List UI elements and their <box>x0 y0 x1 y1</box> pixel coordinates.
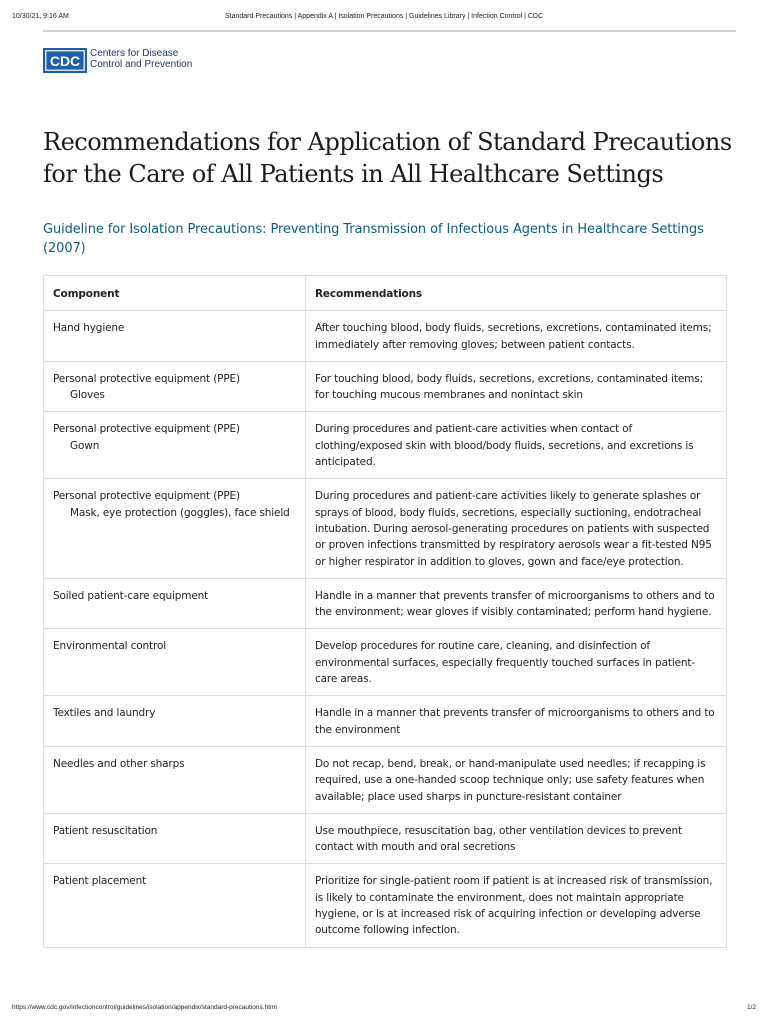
component-name: Personal protective equipment (PPE) <box>53 423 240 436</box>
component-name: Personal protective equipment (PPE) <box>53 490 240 503</box>
column-header-component: Component <box>44 276 306 311</box>
recommendation-cell: Develop procedures for routine care, cleaning, and disinfection of environmental surfaces, especially frequently touched surfaces in patient-care areas. <box>306 629 727 696</box>
recommendation-cell: Handle in a manner that prevents transfer of microorganisms to others and to the environment <box>306 696 727 747</box>
recommendation-cell: Do not recap, bend, break, or hand-manipulate used needles; if recapping is required, use a one-handed scoop technique only; use safety features when available; place used sharps in puncture-resistant container <box>306 746 727 813</box>
component-name: Textiles and laundry <box>53 707 156 720</box>
print-header <box>12 12 756 22</box>
component-name: Patient resuscitation <box>53 824 158 837</box>
page-url[interactable]: https://www.cdc.gov/infectioncontrol/guidelines/isolation/appendix/standard-precautions.html <box>12 1004 277 1011</box>
component-cell <box>44 746 306 813</box>
print-datetime: 10/30/21, 9:16 AM <box>12 13 69 20</box>
recommendation-cell: Handle in a manner that prevents transfer of microorganisms to others and to the environment; wear gloves if visibly contaminated; perform hand hygiene. <box>306 578 727 629</box>
component-name: Soiled patient-care equipment <box>53 589 209 602</box>
table-row <box>44 311 727 362</box>
standard-precautions-table <box>43 275 727 948</box>
table-row <box>44 864 727 947</box>
component-cell <box>44 412 306 479</box>
table-row <box>44 578 727 629</box>
cdc-logo[interactable] <box>43 48 283 72</box>
recommendation-cell: Prioritize for single-patient room if patient is at increased risk of transmission, is likely to contaminate the environment, does not maintain appropriate hygiene, or is at increased risk of acquiring infection or developing adverse outcome following infection. <box>306 864 727 947</box>
recommendation-cell: For touching blood, body fluids, secretions, excretions, contaminated items; for touching mucous membranes and nonintact skin <box>306 361 727 412</box>
component-cell <box>44 361 306 412</box>
component-cell <box>44 864 306 947</box>
table-row <box>44 696 727 747</box>
table-row <box>44 813 727 864</box>
component-subitem: Gown <box>70 439 100 452</box>
column-header-recommendations: Recommendations <box>306 276 727 311</box>
table-row <box>44 412 727 479</box>
cdc-logo-icon <box>43 48 87 73</box>
cdc-logo-letters: CDC <box>49 53 81 69</box>
table-row <box>44 361 727 412</box>
component-name: Personal protective equipment (PPE) <box>53 372 240 385</box>
table-row <box>44 479 727 578</box>
component-name: Patient placement <box>53 875 147 888</box>
table-header-row <box>44 276 727 311</box>
print-page-title: Standard Precautions | Appendix A | Isolation Precautions | Guidelines Library | Infection Control | CDC <box>224 13 544 20</box>
component-cell <box>44 629 306 696</box>
component-name: Hand hygiene <box>53 322 125 335</box>
component-cell <box>44 479 306 578</box>
component-subitem: Mask, eye protection (goggles), face shield <box>70 506 290 519</box>
page-subtitle: Guideline for Isolation Precautions: Preventing Transmission of Infectious Agents in Healthcare Settings (2007) <box>43 222 704 256</box>
component-subitem: Gloves <box>70 389 105 402</box>
recommendation-cell: During procedures and patient-care activities when contact of clothing/exposed skin with blood/body fluids, secretions, and excretions is anticipated. <box>306 412 727 479</box>
recommendation-cell: During procedures and patient-care activities likely to generate splashes or sprays of blood, body fluids, secretions, especially suctioning, endotracheal intubation. During aerosol-generating procedures on patients with suspected or proven infections transmitted by respiratory aerosols wear a fit-tested N95 or higher respirator in addition to gloves, gown and face/eye protection. <box>306 479 727 578</box>
cdc-org-name: Centers for Disease Control and Prevention <box>90 48 193 70</box>
component-name: Environmental control <box>53 640 166 653</box>
print-footer <box>12 1003 756 1012</box>
component-cell <box>44 578 306 629</box>
component-cell <box>44 813 306 864</box>
page-title: Recommendations for Application of Standard Precautions for the Care of All Patients in All Healthcare Settings <box>43 128 732 188</box>
component-cell <box>44 696 306 747</box>
component-cell <box>44 311 306 362</box>
page-number: 1/2 <box>746 1004 756 1011</box>
header-divider <box>43 30 736 32</box>
table-row <box>44 629 727 696</box>
component-name: Needles and other sharps <box>53 757 185 770</box>
recommendation-cell: Use mouthpiece, resuscitation bag, other ventilation devices to prevent contact with mouth and oral secretions <box>306 813 727 864</box>
table-row <box>44 746 727 813</box>
recommendation-cell: After touching blood, body fluids, secretions, excretions, contaminated items; immediately after removing gloves; between patient contacts. <box>306 311 727 362</box>
